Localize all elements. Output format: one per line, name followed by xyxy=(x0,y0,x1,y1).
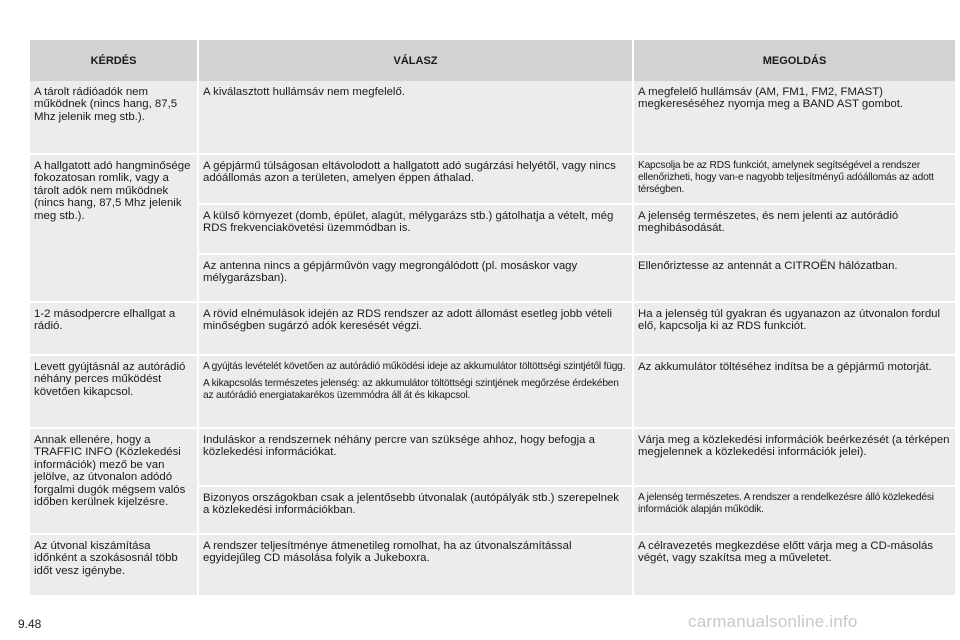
answer-cell xyxy=(198,428,633,486)
solution-text: A jelenség természetes, és nem jelenti az autórádió meghibásodását. xyxy=(638,210,899,235)
solution-text: Ellenőriztesse az antennát a CITROËN hálózatban. xyxy=(638,260,898,272)
answer-text: Az antenna nincs a gépjárművön vagy megrongálódott (pl. mosáskor vagy mélygarázsban). xyxy=(203,260,578,285)
answer-cell xyxy=(198,154,633,204)
header-answer: VÁLASZ xyxy=(198,40,633,81)
answer-text: A kiválasztott hullámsáv nem megfelelő. xyxy=(203,86,405,98)
solution-cell xyxy=(633,254,955,302)
answer-text: A rendszer teljesítménye átmenetileg romolhat, ha az útvonalszámítással egyidejűleg CD másolása folyik a Jukeboxra. xyxy=(203,540,572,565)
answer-text: A gyújtás levételét követően az autórádió működési ideje az akkumulátor töltöttségi szintjétől függ. xyxy=(203,361,626,372)
table-row xyxy=(30,302,955,355)
answer-text: Bizonyos országokban csak a jelentősebb útvonalak (autópályák stb.) szerepelnek a közlekedési információkban. xyxy=(203,492,620,517)
answer-text: A rövid elnémulások idején az RDS rendszer az adott állomást esetleg jobb vételi minőségben sugárzó adók keresését végzi. xyxy=(203,308,613,333)
solution-text: Ha a jelenség túl gyakran és ugyanazon az útvonalon fordul elő, kapcsolja ki az RDS funkciót. xyxy=(638,308,941,333)
header-solution: MEGOLDÁS xyxy=(633,40,955,81)
question-cell: 1-2 másodpercre elhallgat a rádió. xyxy=(30,302,198,355)
solution-text: A megfelelő hullámsáv (AM, FM1, FM2, FMAST) megkereséséhez nyomja meg a BAND AST gombot. xyxy=(638,86,904,111)
answer-cell xyxy=(198,204,633,254)
solution-text: Az akkumulátor töltéséhez indítsa be a gépjármű motorját. xyxy=(638,361,932,373)
solution-cell xyxy=(633,204,955,254)
answer-text: Induláskor a rendszernek néhány percre van szüksége ahhoz, hogy befogja a közlekedési információkat. xyxy=(203,434,595,459)
solution-cell xyxy=(633,486,955,534)
solution-cell xyxy=(633,81,955,154)
table-row xyxy=(30,81,955,154)
solution-text: Várja meg a közlekedési információk beérkezését (a térképen megjelennek a közlekedési információk jelei). xyxy=(638,434,950,459)
solution-cell xyxy=(633,534,955,596)
table-row xyxy=(30,355,955,428)
table-header-row xyxy=(30,40,955,81)
answer-cell xyxy=(198,81,633,154)
answer-cell xyxy=(198,302,633,355)
table-row xyxy=(30,154,955,204)
answer-text: A külső környezet (domb, épület, alagút, mélygarázs stb.) gátolhatja a vételt, még RDS frekvenciakövetési üzemmódban is. xyxy=(203,210,614,235)
solution-text: A jelenség természetes. A rendszer a rendelkezésre álló közlekedési információk alapján működik. xyxy=(638,492,934,515)
solution-cell xyxy=(633,154,955,204)
question-cell: Az útvonal kiszámítása időnként a szokásosnál több időt vesz igénybe. xyxy=(30,534,198,596)
page-number: 9.48 xyxy=(18,617,42,631)
watermark: carmanualsonline.info xyxy=(688,612,858,631)
solution-cell xyxy=(633,355,955,428)
question-cell: A tárolt rádióadók nem működnek (nincs hang, 87,5 Mhz jelenik meg stb.). xyxy=(30,81,198,154)
question-cell: A hallgatott adó hangminősége fokozatosan romlik, vagy a tárolt adók nem működnek (nincs hang, 87,5 Mhz jelenik meg stb.). xyxy=(30,154,198,302)
answer-cell xyxy=(198,254,633,302)
troubleshooting-table xyxy=(30,40,955,597)
table-row xyxy=(30,534,955,596)
solution-cell xyxy=(633,302,955,355)
faq-table-container xyxy=(30,40,955,597)
solution-text: A célravezetés megkezdése előtt várja meg a CD-másolás végét, vagy szakítsa meg a műveletet. xyxy=(638,540,934,565)
answer-cell xyxy=(198,486,633,534)
table-row xyxy=(30,428,955,486)
answer-text: A kikapcsolás természetes jelenség: az akkumulátor töltöttségi szintjének megőrzése érdekében az autórádió energiatakarékos üzemmódra áll át és kikapcsol. xyxy=(203,378,619,401)
question-cell: Annak ellenére, hogy a TRAFFIC INFO (Közlekedési információk) mező be van jelölve, az útvonalon adódó forgalmi dugók mégsem valós időben kerülnek kijelzésre. xyxy=(30,428,198,534)
table-body xyxy=(30,81,955,596)
question-cell: Levett gyújtásnál az autórádió néhány perces működést követően kikapcsol. xyxy=(30,355,198,428)
solution-text: Kapcsolja be az RDS funkciót, amelynek segítségével a rendszer ellenőrizheti, hogy van-e nagyobb teljesítményű adóállomás az adott térségben. xyxy=(638,160,934,195)
answer-text: A gépjármű túlságosan eltávolodott a hallgatott adó sugárzási helyétől, vagy nincs adóállomás azon a területen, amelyen éppen áthalad. xyxy=(203,160,616,185)
header-question: KÉRDÉS xyxy=(30,40,198,81)
answer-cell xyxy=(198,355,633,428)
answer-cell xyxy=(198,534,633,596)
solution-cell xyxy=(633,428,955,486)
